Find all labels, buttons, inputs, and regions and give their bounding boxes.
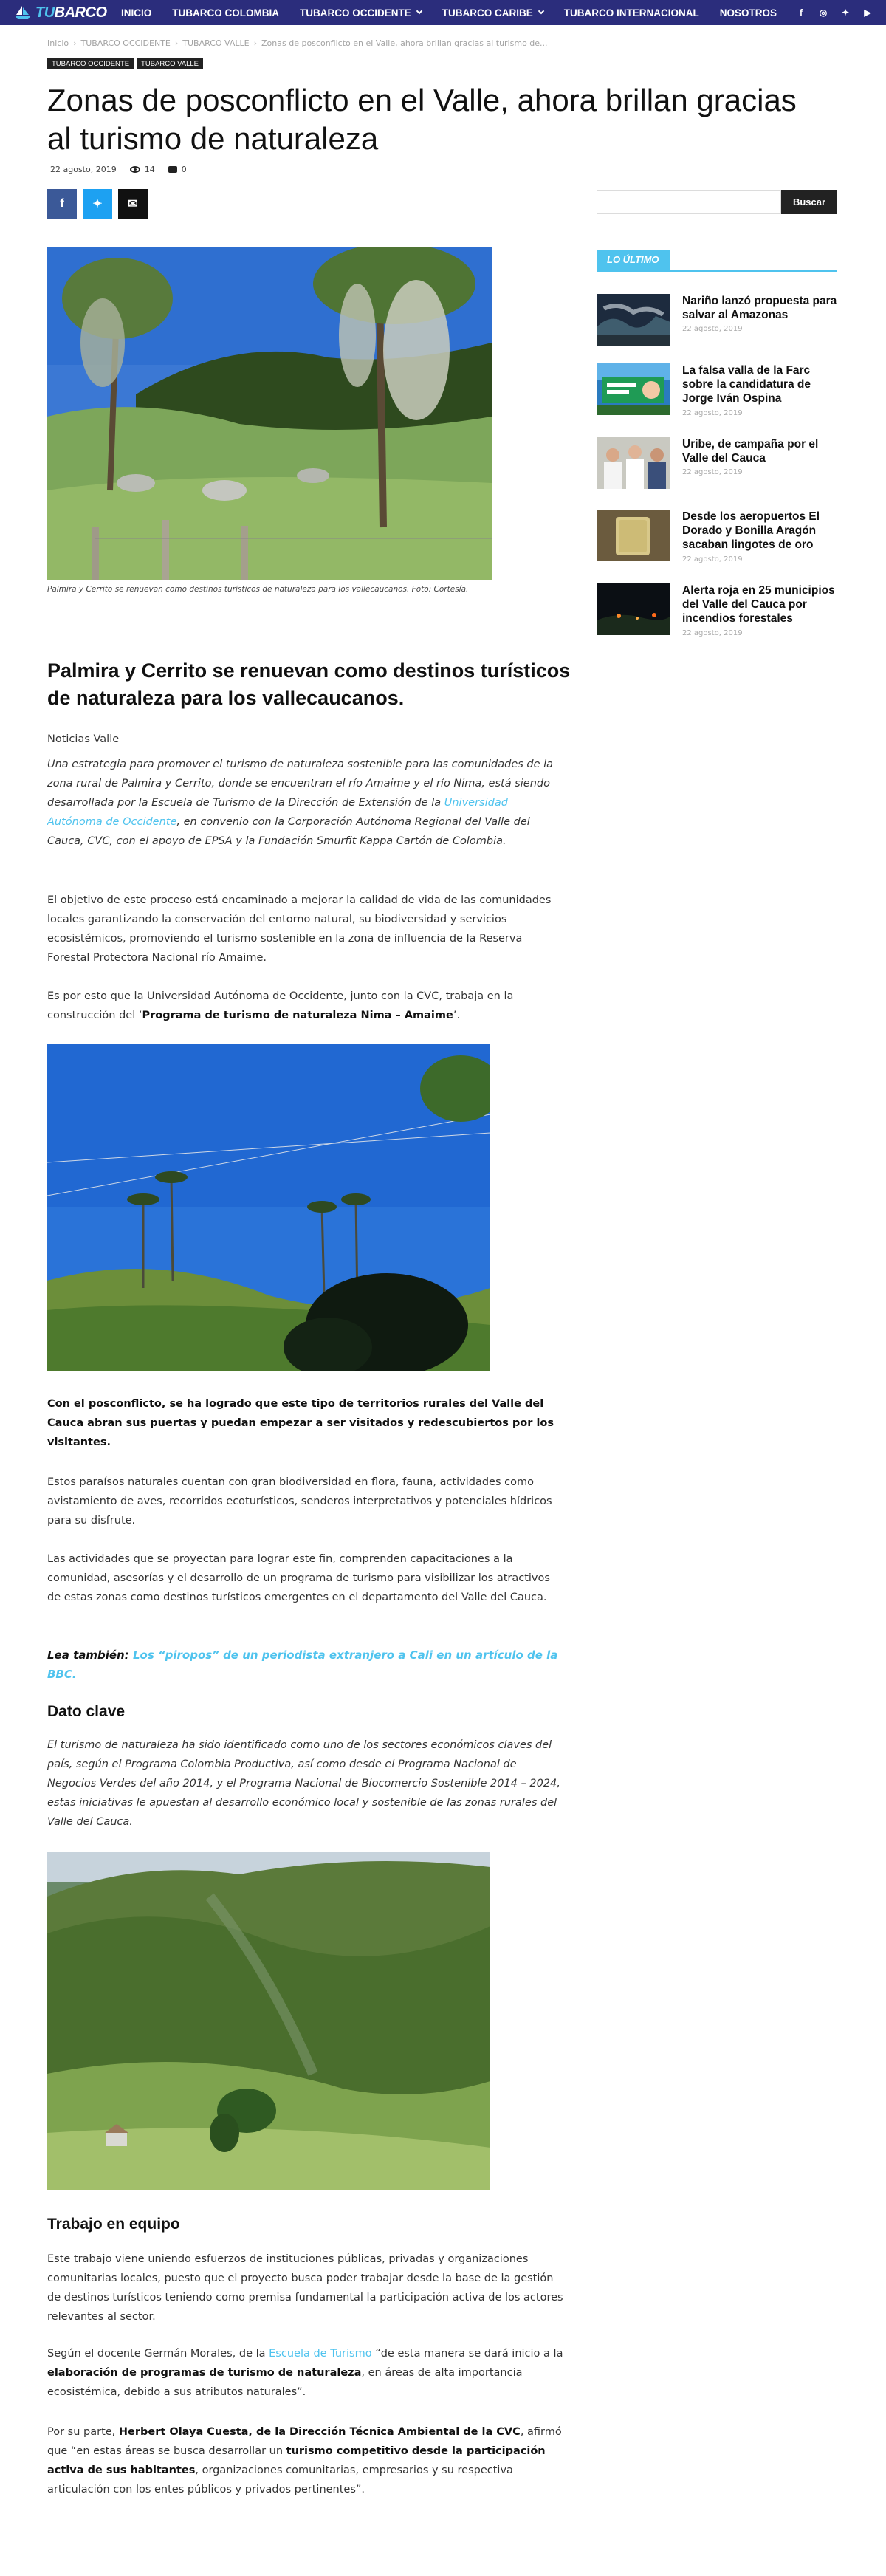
comment-icon [168, 166, 177, 173]
article-paragraph [47, 2344, 564, 2402]
chevron-down-icon [538, 8, 544, 14]
paragraph-text: Una estrategia para promover el turismo de naturaleza sostenible para las comunidades de la zona rural de Palmira y Cerrito, donde se encuentran el río Amaime y el río Nima, está siendo desarrollada por la Escuela de Turismo de la Dirección de Extensión de la [47, 758, 554, 809]
paragraph-text: , en áreas de alta importancia ecosistémica, debido a sus atributos naturales”. [47, 2367, 523, 2398]
comments-value: 0 [181, 165, 187, 174]
paragraph-bold-text: elaboración de programas de turismo de naturaleza [47, 2367, 362, 2379]
sidebar-post-title[interactable]: Nariño lanzó propuesta para salvar al Amazonas [682, 295, 837, 321]
breadcrumb-valle[interactable]: TUBARCO VALLE [182, 38, 250, 48]
breadcrumb-home[interactable]: Inicio [47, 38, 69, 48]
paragraph-text: , organizaciones comunitarias, empresarios y su respectiva articulación con los entes públicos y privados pertinentes”. [47, 2464, 513, 2496]
nav-item-inicio[interactable] [111, 7, 162, 18]
paragraph-bold-text: Con el posconflicto, se ha logrado que este tipo de territorios rurales del Valle del Cauca abran sus puertas y puedan empezar a ser visitados y redescubiertos por los visitantes. [47, 1398, 554, 1448]
share-facebook-button[interactable] [47, 189, 77, 219]
paragraph-text: , afirmó que “en estas áreas se busca desarrollar un [47, 2426, 562, 2457]
article-paragraph [47, 987, 564, 1025]
article-paragraph: El objetivo de este proceso está encaminado a mejorar la calidad de vida de las comunidades locales garantizando la conservación del entorno natural, su biodiversidad y servicios ecosistémicos, promoviendo el turismo sostenible en la zona de influencia de la Reserva Forestal Protectora Nacional río Amaime. [47, 894, 552, 964]
paragraph-text: ’. [453, 1010, 461, 1021]
sidebar-post[interactable] [597, 510, 837, 563]
sidebar-post-date: 22 agosto, 2019 [682, 325, 743, 333]
paragraph-bold-text: turismo competitivo desde la participación activa de sus habitantes [47, 2445, 546, 2476]
latest-heading: LO ÚLTIMO [597, 250, 670, 270]
related-article-callout [47, 1645, 564, 1684]
views-count [130, 165, 155, 174]
category-tags [47, 58, 203, 69]
nav-item-tubarco-colombia[interactable] [162, 7, 289, 18]
paragraph-text: , en convenio con la Corporación Autónoma Regional del Valle del Cauca, CVC, con el apoyo de EPSA y la Fundación Smurfit Kappa Cartón de Colombia. [47, 816, 530, 847]
nav-label: TUBARCO INTERNACIONAL [563, 7, 699, 18]
logo-text-barco: BARCO [54, 4, 107, 21]
article-paragraph: Este trabajo viene uniendo esfuerzos de instituciones públicas, privadas y organizaciones comunitarias locales, puesto que el proyecto busca poder trabajar desde la base de la gestión de destinos turísticos teniendo como premisa fundamental la participación activa de los actores relevantes al sector. [47, 2253, 563, 2323]
breadcrumb-current: Zonas de posconflicto en el Valle, ahora brillan gracias al turismo de... [261, 38, 548, 48]
share-twitter-button[interactable] [83, 189, 112, 219]
nav-item-tubarco-caribe[interactable] [432, 7, 554, 18]
category-tag-occidente[interactable]: TUBARCO OCCIDENTE [47, 58, 134, 69]
article-paragraph: Estos paraísos naturales cuentan con gran biodiversidad en flora, fauna, actividades como avistamiento de aves, recorridos ecoturísticos, senderos interpretativos y potenciales hídricos para su disfrute. [47, 1476, 552, 1527]
sidebar-post-date: 22 agosto, 2019 [682, 555, 743, 564]
share-buttons [47, 189, 148, 219]
paragraph-bold-text: Programa de turismo de naturaleza Nima – Amaime [142, 1010, 453, 1021]
paragraph-text: Es por esto que la Universidad Autónoma de Occidente, junto con la CVC, trabaja en la construcción del ‘ [47, 990, 514, 1021]
breadcrumb-separator: › [174, 38, 179, 48]
views-value: 14 [144, 165, 155, 174]
facebook-icon[interactable]: f [800, 7, 803, 18]
comments-count[interactable] [168, 165, 187, 174]
boat-logo-icon [13, 4, 32, 21]
nav-item-tubarco-occidente[interactable] [289, 7, 432, 18]
sidebar-post-title[interactable]: Uribe, de campaña por el Valle del Cauca [682, 438, 819, 465]
related-label: Lea también: [47, 1648, 133, 1662]
sidebar-post-thumbnail[interactable] [597, 294, 670, 346]
article-byline: Noticias Valle [47, 733, 120, 745]
nav-label: INICIO [121, 7, 152, 18]
article-image-palms [47, 1044, 490, 1371]
breadcrumb [47, 38, 548, 48]
section-heading-dato-clave: Dato clave [47, 1703, 126, 1720]
sidebar-post-title[interactable]: Desde los aeropuertos El Dorado y Bonilla Aragón sacaban lingotes de oro [682, 510, 820, 551]
sidebar-post[interactable] [597, 583, 837, 637]
twitter-icon[interactable]: ✦ [841, 7, 850, 18]
nav-label: TUBARCO COLOMBIA [172, 7, 280, 18]
nav-item-nosotros[interactable] [710, 7, 787, 18]
sidebar-post-thumbnail[interactable] [597, 583, 670, 635]
category-tag-valle[interactable]: TUBARCO VALLE [137, 58, 203, 69]
main-menu [111, 0, 787, 25]
share-email-button[interactable] [118, 189, 148, 219]
twitter-icon: ✦ [92, 198, 103, 210]
sidebar-post-date: 22 agosto, 2019 [682, 409, 743, 417]
eye-icon [130, 166, 140, 173]
breadcrumb-separator: › [73, 38, 77, 48]
sidebar-post-title[interactable]: La falsa valla de la Farc sobre la candidatura de Jorge Iván Ospina [682, 364, 811, 405]
nav-label: NOSOTROS [719, 7, 777, 18]
article-title: Zonas de posconflicto en el Valle, ahora brillan gracias al turismo de naturaleza [47, 83, 797, 156]
search-input[interactable] [597, 190, 781, 214]
publish-date: 22 agosto, 2019 [50, 165, 117, 174]
paragraph-text: Por su parte, [47, 2426, 119, 2438]
escuela-turismo-link[interactable]: Escuela de Turismo [269, 2348, 372, 2360]
related-article-link[interactable]: Los “piropos” de un periodista extranjero a Cali en un artículo de la BBC. [47, 1648, 558, 1681]
nav-label: TUBARCO CARIBE [442, 7, 533, 18]
article-paragraph [47, 2422, 564, 2499]
section-heading-trabajo: Trabajo en equipo [47, 2216, 180, 2233]
sidebar-post-date: 22 agosto, 2019 [682, 468, 743, 476]
sidebar-post-thumbnail[interactable] [597, 510, 670, 561]
breadcrumb-separator: › [253, 38, 258, 48]
nav-label: TUBARCO OCCIDENTE [300, 7, 411, 18]
paragraph-bold-text: Herbert Olaya Cuesta, de la Dirección Técnica Ambiental de la CVC [118, 2426, 521, 2438]
sidebar-post-thumbnail[interactable] [597, 363, 670, 415]
youtube-icon[interactable]: ▶ [864, 7, 871, 18]
article-image-valley [47, 1852, 490, 2190]
sidebar-post[interactable] [597, 437, 837, 490]
article-paragraph: Las actividades que se proyectan para lograr este fin, comprenden capacitaciones a la comunidad, asesorías y el desarrollo de un programa de turismo para visibilizar los atractivos de estas zonas como destinos turísticos emergentes en el departamento del Valle del Cauca. [47, 1553, 550, 1603]
nav-item-tubarco-internacional[interactable] [554, 7, 710, 18]
latest-heading-rule [597, 270, 837, 272]
top-navbar [0, 0, 886, 25]
logo-text-tu: TU [35, 4, 55, 21]
chevron-down-icon [416, 8, 422, 14]
article-featured-image [47, 247, 492, 580]
article-meta [50, 165, 187, 174]
envelope-icon: ✉ [128, 198, 138, 210]
sidebar-post[interactable] [597, 363, 837, 417]
facebook-icon: f [60, 197, 64, 210]
uao-link[interactable]: Universidad Autónoma de Occidente [47, 797, 508, 828]
article-paragraph: El turismo de naturaleza ha sido identificado como uno de los sectores económicos claves del país, según el Programa Colombia Productiva, así como desde el Programa Nacional de Negocios Verdes del año 2014, y el Programa Nacional de Biocomercio Sostenible 2014 – 2024, estas iniciativas le apuestan al desarrollo económico local y sostenible de las zonas rurales del Valle del Cauca. [47, 1739, 560, 1828]
article-subheadline: Palmira y Cerrito se renuevan como destinos turísticos de naturaleza para los vallecaucanos. [47, 660, 571, 709]
header-social-links [796, 0, 873, 25]
sidebar-post-thumbnail[interactable] [597, 437, 670, 489]
site-logo[interactable] [13, 3, 107, 22]
paragraph-text: “de esta manera se dará inicio a la [371, 2348, 563, 2360]
featured-image-caption: Palmira y Cerrito se renuevan como destinos turísticos de naturaleza para los vallecaucanos. Foto: Cortesía. [47, 585, 469, 594]
breadcrumb-occidente[interactable]: TUBARCO OCCIDENTE [80, 38, 171, 48]
instagram-icon[interactable]: ◎ [819, 7, 828, 18]
sidebar-post[interactable] [597, 294, 837, 347]
article-paragraph [47, 1394, 564, 1452]
sidebar-post-title[interactable]: Alerta roja en 25 municipios del Valle del Cauca por incendios forestales [682, 584, 835, 625]
search-button[interactable]: Buscar [781, 190, 837, 214]
paragraph-text: Según el docente Germán Morales, de la [47, 2348, 269, 2360]
article-paragraph [47, 755, 564, 851]
sidebar-post-date: 22 agosto, 2019 [682, 629, 743, 637]
